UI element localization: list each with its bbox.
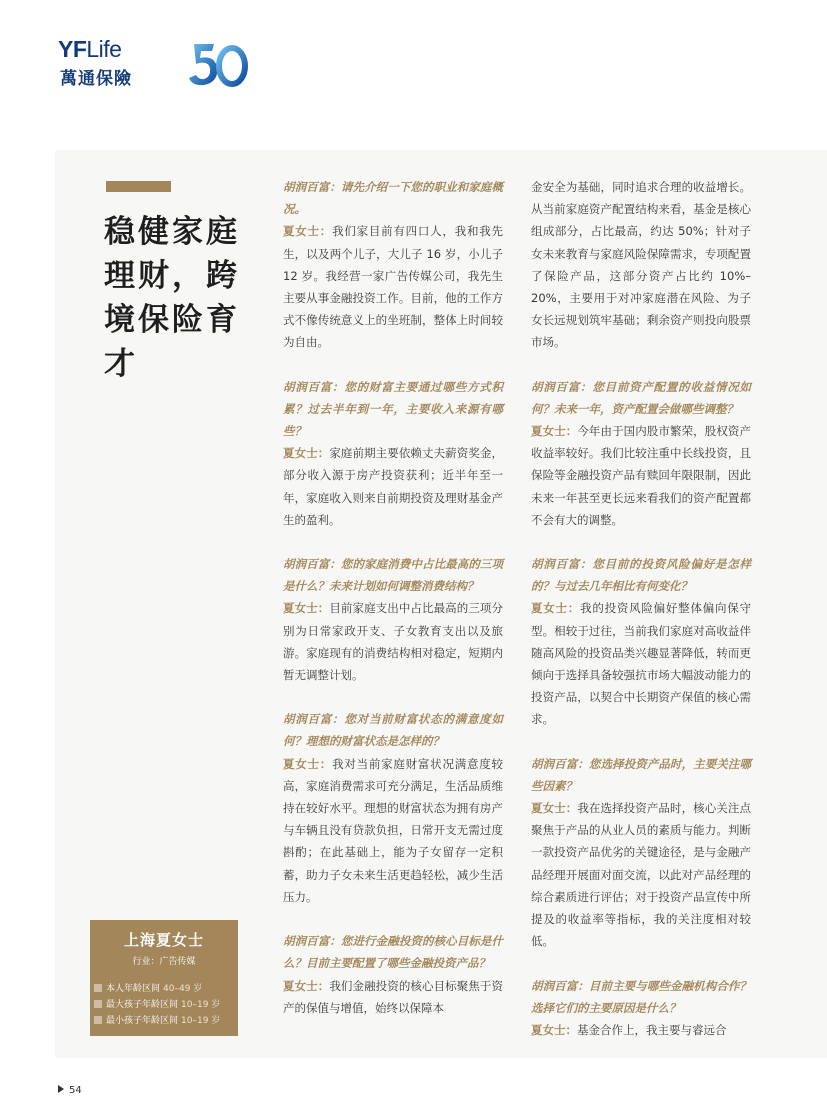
article-title: 稳健家庭理财，跨境保险育才 bbox=[104, 214, 240, 382]
qa-block bbox=[283, 930, 503, 1019]
qa-block bbox=[531, 376, 751, 531]
qa-block bbox=[531, 753, 751, 953]
answer: 夏女士：我在选择投资产品时，核心关注点聚焦于产品的从业人员的素质与能力。判断一款投资产品优劣的关键途径，是与金融产品经理开展面对面交流，以此对产品经理的综合素质进行评估；对于投资产品宣传中所提及的收益率等指标，我的关注度相对较低。 bbox=[531, 801, 752, 949]
question: 胡润百富：您选择投资产品时，主要关注哪些因素？ bbox=[531, 756, 752, 793]
page-footer bbox=[58, 1085, 82, 1096]
text-column-1 bbox=[283, 176, 503, 1041]
bullet-icon bbox=[94, 984, 102, 992]
answer: 夏女士：基金合作上，我主要与睿远合 bbox=[531, 1022, 727, 1037]
anniversary-50-logo bbox=[186, 38, 248, 90]
profile-row: 本人年龄区间 40–49 岁 bbox=[94, 981, 202, 994]
question: 胡润百富：您的家庭消费中占比最高的三项是什么？未来计划如何调整消费结构？ bbox=[283, 557, 504, 594]
brand-name-en: YFLife bbox=[58, 36, 122, 62]
bullet-icon bbox=[94, 1000, 102, 1008]
bullet-icon bbox=[94, 1016, 102, 1024]
profile-industry: 行业：广告传媒 bbox=[132, 957, 196, 967]
title-accent-bar bbox=[106, 181, 171, 192]
brand-name-zh: 萬通保險 bbox=[60, 69, 132, 89]
answer: 夏女士：我对当前家庭财富状况满意度较高，家庭消费需求可充分满足，生活品质维持在较好水平。理想的财富状态为拥有房产与车辆且没有贷款负担，日常开支无需过度斟酌；在此基础上，能为子女留存一定积蓄，助力子女未来生活更趋轻松，减少生活压力。 bbox=[283, 756, 504, 904]
question: 胡润百富：请先介绍一下您的职业和家庭概况。 bbox=[283, 180, 504, 217]
answer: 夏女士：我们家目前有四口人，我和我先生，以及两个儿子，大儿子 16 岁，小儿子 12 岁。我经营一家广告传媒公司，我先生主要从事金融投资工作。目前，他的工作方式不像传统意义上的坐班制，整体上时间较为自由。 bbox=[283, 224, 504, 350]
answer: 夏女士：今年由于国内股市繁荣，股权资产收益率较好。我们比较注重中长线投资，且保险等金融投资产品有赎回年限限制，因此未来一年甚至更长远来看我们的资产配置都不会有大的调整。 bbox=[531, 424, 752, 527]
answer: 夏女士：家庭前期主要依赖丈夫薪资奖金，部分收入源于房产投资获利；近半年至一年，家庭收入则来自前期投资及理财基金产生的盈利。 bbox=[283, 446, 504, 527]
text-column-2 bbox=[531, 176, 751, 1063]
question: 胡润百富：您目前的投资风险偏好是怎样的？与过去几年相比有何变化？ bbox=[531, 557, 752, 594]
answer: 夏女士：我的投资风险偏好整体偏向保守型。相较于过往，当前我们家庭对高收益伴随高风险的投资品类兴趣显著降低，转而更倾向于选择具备较强抗市场大幅波动能力的投资产品，以契合中长期资产保值的核心需求。 bbox=[531, 601, 752, 727]
profile-row: 最大孩子年龄区间 10–19 岁 bbox=[94, 997, 220, 1010]
question: 胡润百富：您进行金融投资的核心目标是什么？目前主要配置了哪些金融投资产品？ bbox=[283, 934, 504, 971]
answer: 夏女士：目前家庭支出中占比最高的三项分别为日常家政开支、子女教育支出以及旅游。家庭现有的消费结构相对稳定，短期内暂无调整计划。 bbox=[283, 601, 504, 683]
profile-card bbox=[90, 920, 238, 1036]
profile-row: 最小孩子年龄区间 10–19 岁 bbox=[94, 1013, 220, 1026]
question: 胡润百富：您目前资产配置的收益情况如何？未来一年，资产配置会做哪些调整？ bbox=[531, 379, 752, 416]
qa-block bbox=[283, 708, 503, 908]
profile-name: 上海夏女士 bbox=[123, 931, 204, 949]
question: 胡润百富：目前主要与哪些金融机构合作？选择它们的主要原因是什么？ bbox=[531, 978, 752, 1015]
answer: 夏女士：我们金融投资的核心目标聚焦于资产的保值与增值，始终以保障本 bbox=[283, 978, 504, 1015]
qa-block bbox=[531, 975, 751, 1042]
qa-block bbox=[283, 176, 503, 354]
qa-block bbox=[283, 376, 503, 531]
page-number: 54 bbox=[69, 1085, 82, 1096]
question: 胡润百富：您对当前财富状态的满意度如何？理想的财富状态是怎样的？ bbox=[283, 712, 504, 749]
triangle-icon bbox=[58, 1085, 64, 1093]
qa-block bbox=[283, 553, 503, 686]
answer: 金安全为基础，同时追求合理的收益增长。从当前家庭资产配置结构来看，基金是核心组成部分，占比最高，约达 50%；针对子女未来教育与家庭风险保障需求，专项配置了保险产品，这部分资产占比约 10%–20%，主要用于对冲家庭潜在风险、为子女长远规划筑牢基础；剩余资产则投向股票市场。 bbox=[531, 180, 751, 350]
answer-continued bbox=[531, 176, 751, 354]
qa-block bbox=[531, 553, 751, 731]
question: 胡润百富：您的财富主要通过哪些方式积累？过去半年到一年，主要收入来源有哪些？ bbox=[283, 379, 504, 439]
